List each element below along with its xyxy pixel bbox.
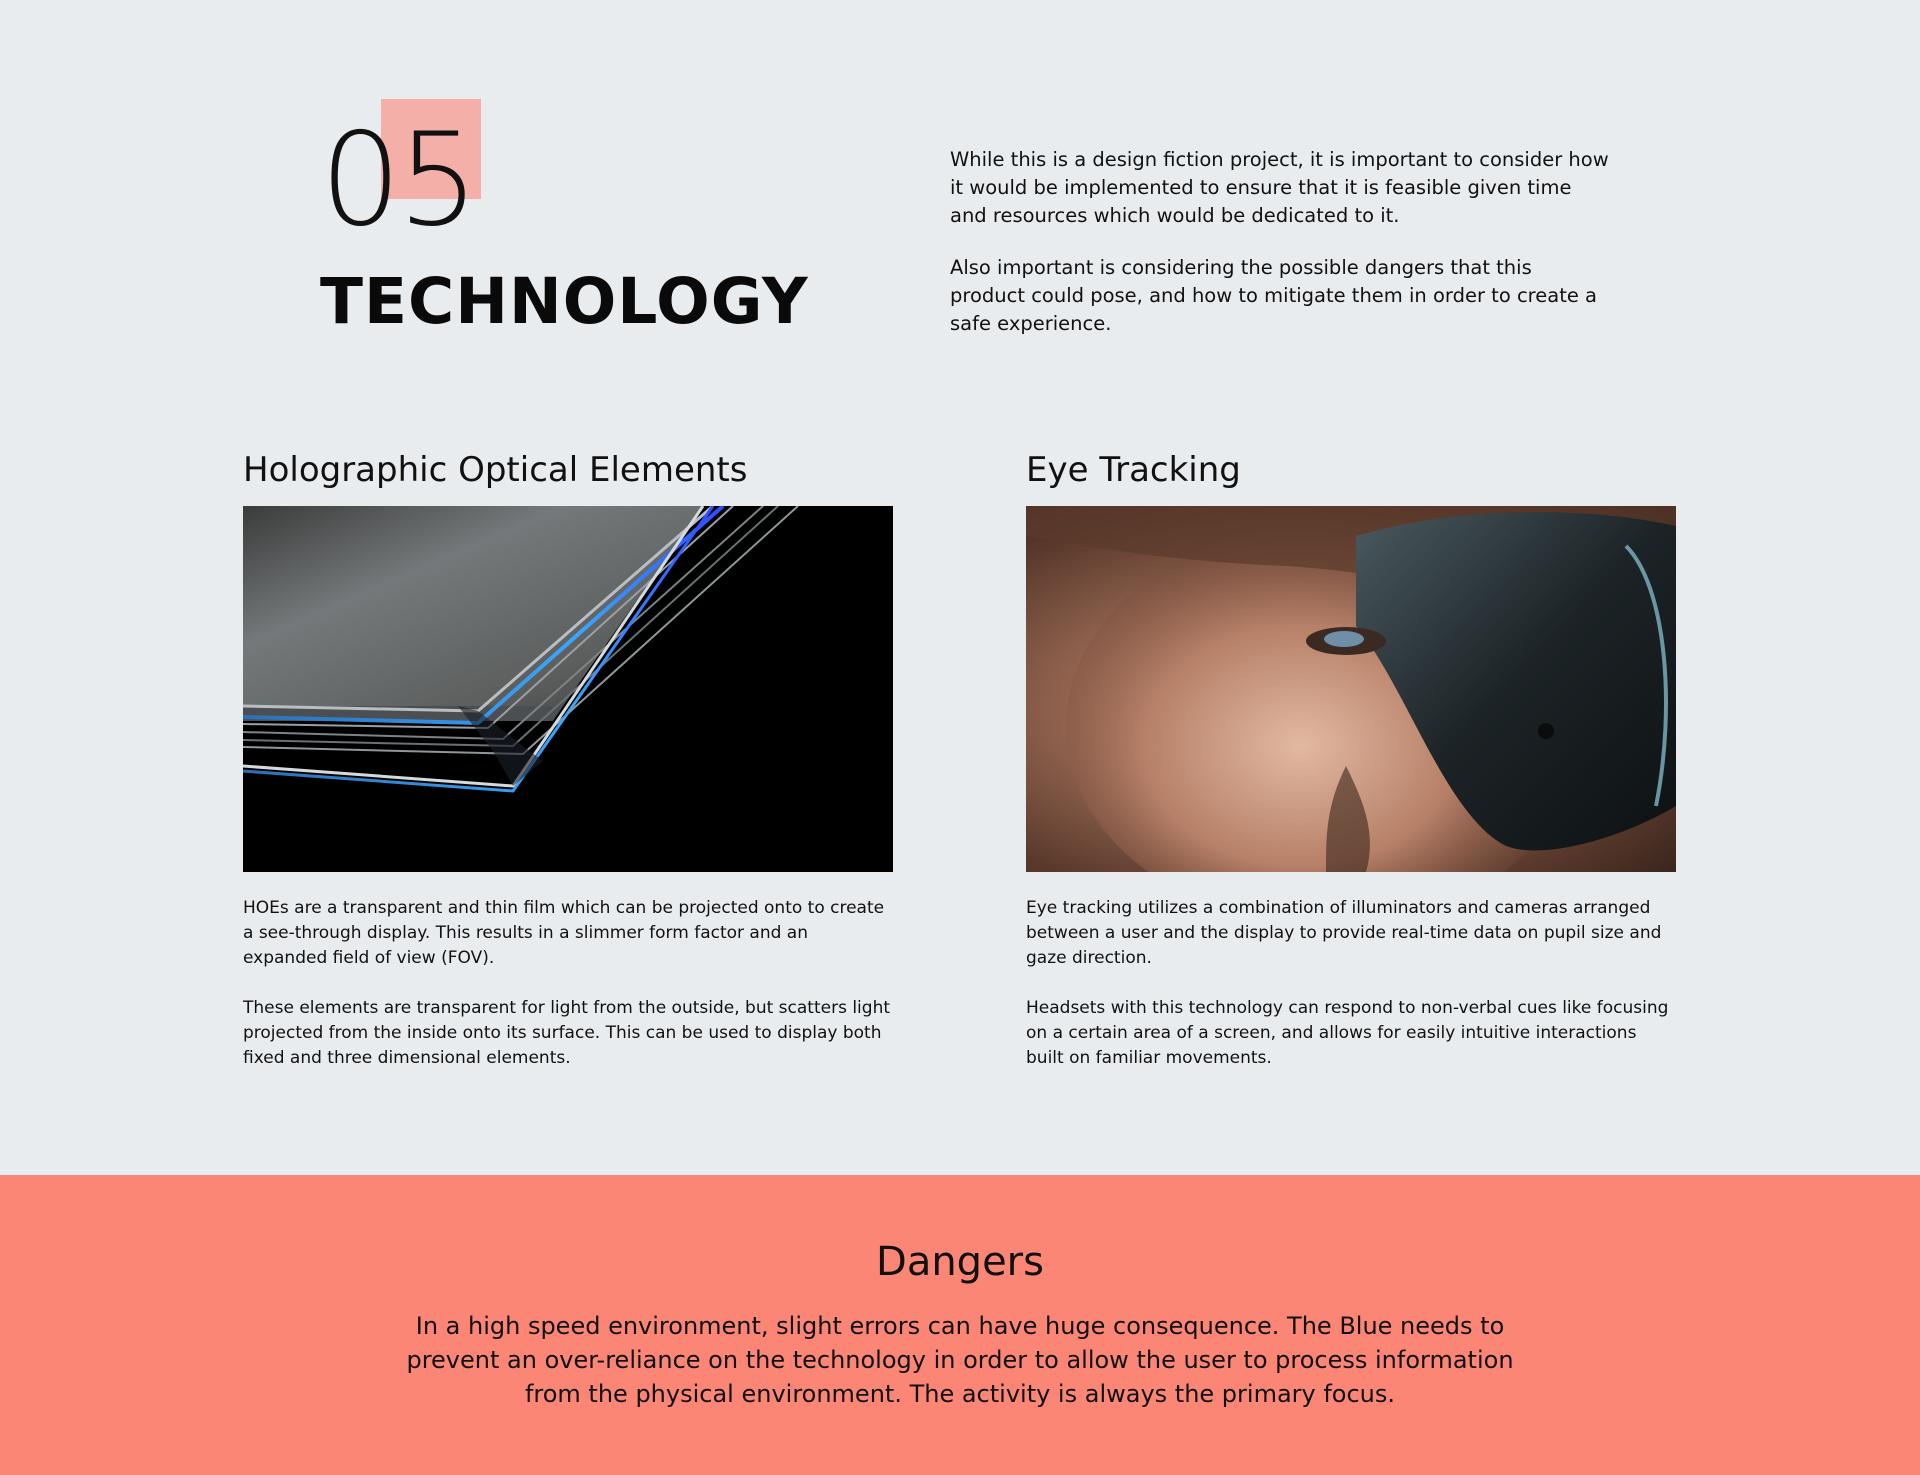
hoe-image xyxy=(243,506,893,872)
intro-paragraph: While this is a design fiction project, it is important to consider how it would be implemented to ensure that it is feasible given time and resources which would be dedicated to it. xyxy=(950,148,1609,227)
dangers-title: Dangers xyxy=(876,1239,1044,1285)
eye-tracking-title: Eye Tracking xyxy=(1026,450,1241,490)
hoe-title: Holographic Optical Elements xyxy=(243,450,748,490)
section-title: TECHNOLOGY xyxy=(320,265,809,338)
hoe-paragraph: These elements are transparent for light from the outside, but scatters light projected from the inside onto its surface. This can be used to display both fixed and three dimensional elements. xyxy=(243,998,891,1068)
dangers-section xyxy=(0,1175,1920,1475)
hoe-column xyxy=(243,448,893,1096)
intro-text xyxy=(950,146,1610,362)
eye-tracking-paragraph: Headsets with this technology can respond to non-verbal cues like focusing on a certain area of a screen, and allows for easily intuitive interactions built on familiar movements. xyxy=(1026,998,1669,1068)
hoe-paragraph: HOEs are a transparent and thin film which can be projected onto to create a see-through display. This results in a slimmer form factor and an expanded field of view (FOV). xyxy=(243,898,885,968)
intro-paragraph: Also important is considering the possible dangers that this product could pose, and how to mitigate them in order to create a safe experience. xyxy=(950,256,1597,335)
section-number-block xyxy=(320,99,580,255)
eye-tracking-column xyxy=(1026,448,1676,1096)
eye-tracking-image xyxy=(1026,506,1676,872)
section-number: 05 xyxy=(320,106,475,255)
dangers-text: In a high speed environment, slight errors can have huge consequence. The Blue needs to prevent an over-reliance on the technology in order to allow the user to process information from the physical environment. The activity is always the primary focus. xyxy=(406,1312,1514,1408)
eye-tracking-paragraph: Eye tracking utilizes a combination of illuminators and cameras arranged between a user and the display to provide real-time data on pupil size and gaze direction. xyxy=(1026,898,1662,968)
